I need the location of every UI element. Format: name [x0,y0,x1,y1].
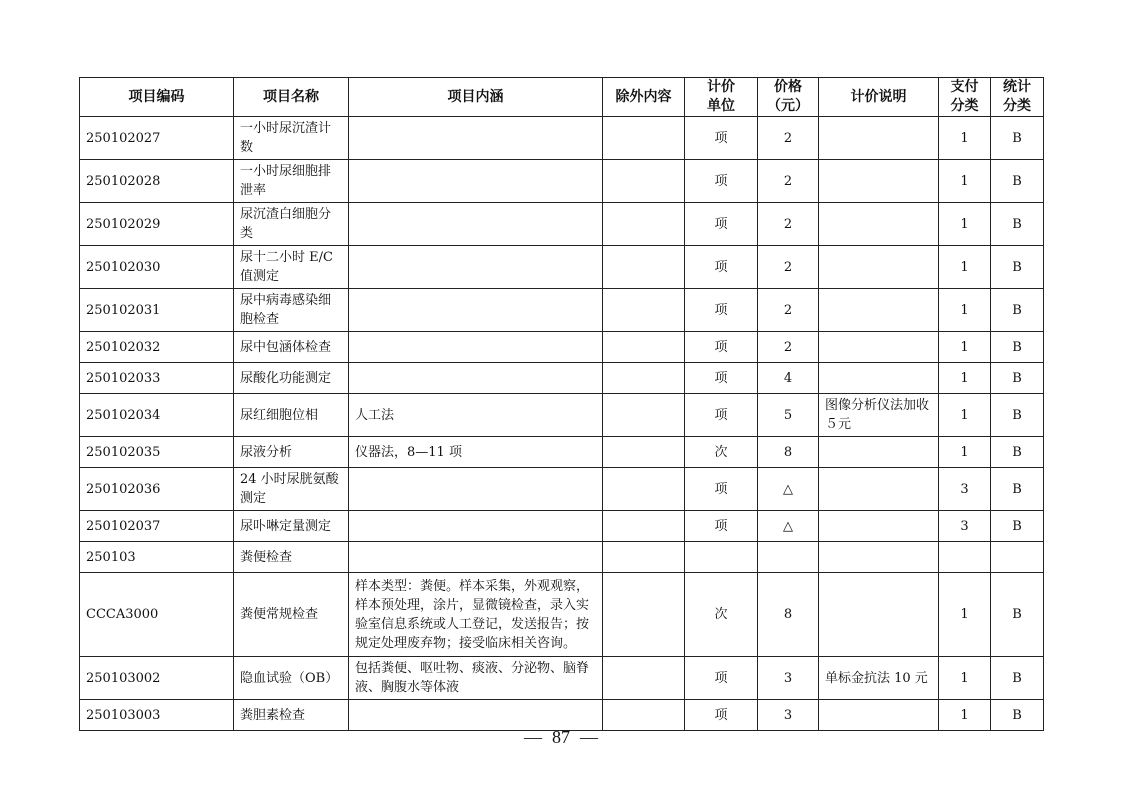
cell-unit: 项 [685,511,758,542]
cell-content: 人工法 [349,394,603,437]
cell-note [819,573,939,657]
cell-stat [991,542,1044,573]
table-row [80,117,1044,160]
cell-stat: B [991,394,1044,437]
cell-exclusions [603,246,685,289]
cell-note [819,203,939,246]
table-row [80,657,1044,700]
cell-note: 单标金抗法 10 元 [819,657,939,700]
cell-price: 2 [758,289,819,332]
cell-exclusions [603,332,685,363]
header-content: 项目内涵 [349,78,603,117]
header-unit-line2: 单位 [707,98,735,114]
cell-note [819,117,939,160]
price-table [79,77,1044,731]
cell-unit: 项 [685,700,758,731]
cell-unit: 项 [685,657,758,700]
header-payment-line1: 支付 [950,79,979,95]
cell-code: CCCA3000 [80,573,234,657]
cell-unit [685,542,758,573]
cell-exclusions [603,117,685,160]
cell-note: 图像分析仪法加收５元 [819,394,939,437]
cell-stat: B [991,468,1044,511]
cell-stat: B [991,511,1044,542]
cell-content: 仪器法，8—11 项 [349,437,603,468]
table-row [80,160,1044,203]
table-row [80,363,1044,394]
cell-stat: B [991,332,1044,363]
cell-code: 250102037 [80,511,234,542]
cell-name: 尿十二小时 E/C 值测定 [234,246,349,289]
cell-note [819,160,939,203]
cell-price [758,542,819,573]
cell-content [349,700,603,731]
page-number: 87 [552,727,570,747]
header-stat-line2: 分类 [1003,98,1031,114]
table-row [80,246,1044,289]
cell-name: 粪便检查 [234,542,349,573]
cell-payment: 3 [939,511,991,542]
cell-note [819,289,939,332]
cell-unit: 次 [685,573,758,657]
cell-price: △ [758,468,819,511]
cell-code: 250102027 [80,117,234,160]
cell-name: 24 小时尿胱氨酸测定 [234,468,349,511]
cell-price: 2 [758,117,819,160]
cell-price: 8 [758,437,819,468]
cell-note [819,542,939,573]
footer-dash-left: — [524,727,542,747]
cell-unit: 项 [685,203,758,246]
cell-content [349,203,603,246]
cell-code: 250103 [80,542,234,573]
cell-name: 一小时尿沉渣计数 [234,117,349,160]
cell-unit: 项 [685,394,758,437]
table-header-row [80,78,1044,117]
cell-name: 尿中包涵体检查 [234,332,349,363]
header-price-line2: （元） [767,98,809,114]
cell-price: △ [758,511,819,542]
footer-dash-right: — [580,727,598,747]
cell-code: 250103003 [80,700,234,731]
header-payment [939,78,991,117]
cell-stat: B [991,246,1044,289]
table-row [80,511,1044,542]
cell-stat: B [991,117,1044,160]
cell-price: 2 [758,332,819,363]
header-exclusions: 除外内容 [603,78,685,117]
cell-exclusions [603,363,685,394]
cell-code: 250102034 [80,394,234,437]
cell-payment: 3 [939,468,991,511]
cell-name: 尿沉渣白细胞分类 [234,203,349,246]
cell-stat: B [991,289,1044,332]
cell-payment: 1 [939,700,991,731]
cell-exclusions [603,542,685,573]
header-code: 项目编码 [80,78,234,117]
cell-stat: B [991,437,1044,468]
cell-price: 4 [758,363,819,394]
header-name: 项目名称 [234,78,349,117]
cell-code: 250102028 [80,160,234,203]
cell-code: 250102033 [80,363,234,394]
cell-name: 隐血试验（OB） [234,657,349,700]
cell-payment: 1 [939,289,991,332]
cell-name: 粪胆素检查 [234,700,349,731]
cell-code: 250102036 [80,468,234,511]
cell-content [349,511,603,542]
cell-content [349,542,603,573]
cell-content: 包括粪便、呕吐物、痰液、分泌物、脑脊液、胸腹水等体液 [349,657,603,700]
table-row [80,394,1044,437]
cell-code: 250102032 [80,332,234,363]
cell-price: 2 [758,203,819,246]
cell-stat: B [991,573,1044,657]
cell-unit: 项 [685,117,758,160]
cell-exclusions [603,203,685,246]
cell-name: 尿红细胞位相 [234,394,349,437]
cell-payment: 1 [939,573,991,657]
cell-code: 250103002 [80,657,234,700]
cell-note [819,511,939,542]
cell-content [349,289,603,332]
cell-code: 250102029 [80,203,234,246]
table-row [80,203,1044,246]
header-payment-line2: 分类 [950,98,979,114]
cell-payment: 1 [939,363,991,394]
cell-price: 3 [758,700,819,731]
cell-stat: B [991,203,1044,246]
cell-exclusions [603,657,685,700]
cell-note [819,437,939,468]
cell-unit: 项 [685,160,758,203]
header-stat-line1: 统计 [1003,79,1031,95]
cell-name: 尿卟啉定量测定 [234,511,349,542]
cell-name: 粪便常规检查 [234,573,349,657]
header-unit-line1: 计价 [707,79,735,95]
cell-unit: 项 [685,468,758,511]
cell-note [819,246,939,289]
cell-exclusions [603,289,685,332]
table-row [80,437,1044,468]
cell-stat: B [991,160,1044,203]
table-row [80,573,1044,657]
cell-unit: 项 [685,289,758,332]
table-row [80,542,1044,573]
cell-name: 尿酸化功能测定 [234,363,349,394]
header-price [758,78,819,117]
cell-unit: 项 [685,246,758,289]
cell-exclusions [603,160,685,203]
cell-content [349,117,603,160]
cell-payment: 1 [939,246,991,289]
header-price-line1: 价格 [774,79,802,95]
cell-content [349,332,603,363]
cell-payment: 1 [939,160,991,203]
table-row [80,332,1044,363]
cell-exclusions [603,468,685,511]
cell-note [819,332,939,363]
header-stat [991,78,1044,117]
cell-exclusions [603,511,685,542]
cell-name: 一小时尿细胞排泄率 [234,160,349,203]
cell-price: 2 [758,246,819,289]
cell-price: 2 [758,160,819,203]
cell-content [349,468,603,511]
cell-unit: 项 [685,363,758,394]
cell-name: 尿液分析 [234,437,349,468]
cell-price: 8 [758,573,819,657]
cell-content [349,246,603,289]
cell-code: 250102030 [80,246,234,289]
cell-payment: 1 [939,117,991,160]
cell-unit: 项 [685,332,758,363]
cell-code: 250102035 [80,437,234,468]
cell-exclusions [603,700,685,731]
cell-payment: 1 [939,437,991,468]
table-row [80,289,1044,332]
cell-stat: B [991,363,1044,394]
cell-code: 250102031 [80,289,234,332]
cell-content [349,160,603,203]
cell-payment: 1 [939,332,991,363]
cell-unit: 次 [685,437,758,468]
cell-payment [939,542,991,573]
cell-name: 尿中病毒感染细胞检查 [234,289,349,332]
cell-note [819,363,939,394]
table-row [80,468,1044,511]
table-row [80,700,1044,731]
cell-content: 样本类型：粪便。样本采集，外观观察，样本预处理，涂片，显微镜检查，录入实验室信息系统或人工登记，发送报告；按规定处理废弃物；接受临床相关咨询。 [349,573,603,657]
cell-price: 3 [758,657,819,700]
cell-note [819,700,939,731]
cell-payment: 1 [939,394,991,437]
cell-payment: 1 [939,657,991,700]
cell-note [819,468,939,511]
cell-exclusions [603,394,685,437]
cell-payment: 1 [939,203,991,246]
cell-exclusions [603,437,685,468]
cell-stat: B [991,657,1044,700]
header-unit [685,78,758,117]
header-pricing-note: 计价说明 [819,78,939,117]
page-footer [0,727,1122,748]
cell-price: 5 [758,394,819,437]
cell-exclusions [603,573,685,657]
cell-stat: B [991,700,1044,731]
cell-content [349,363,603,394]
